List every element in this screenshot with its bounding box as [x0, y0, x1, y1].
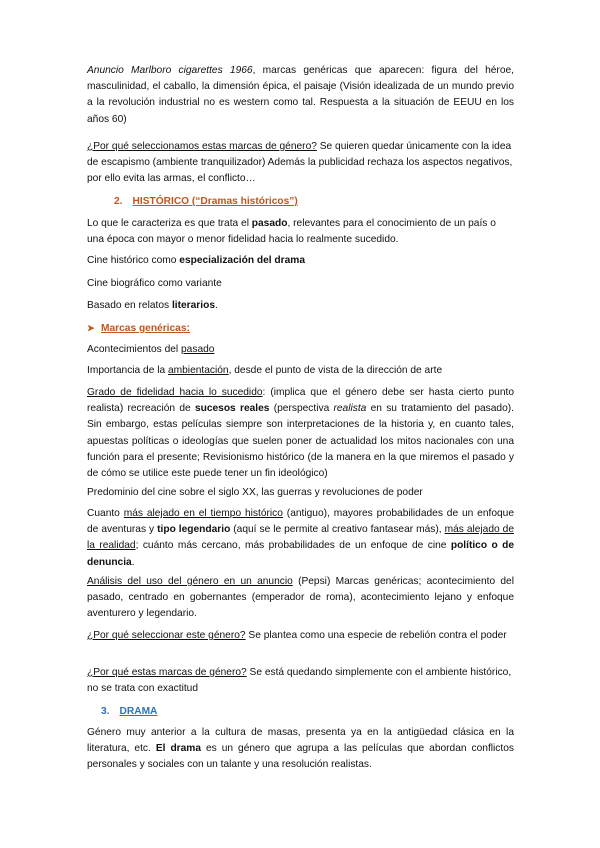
text-run: (Pepsi) Marcas genéricas; acontecimiento del pasado, centrado en gobernantes (emperador de roma), acontecimiento lejano y enfoque aventurero y legendario. — [87, 576, 514, 620]
paragraph-marlboro — [87, 63, 514, 128]
paragraph-caracteriza — [87, 216, 514, 248]
text-run: . — [215, 300, 218, 311]
bold-term: sucesos reales — [194, 403, 270, 415]
paragraph-analisis — [87, 574, 514, 623]
bold-term: especialización del drama — [179, 255, 305, 266]
bold-term: tipo legendario — [157, 524, 231, 536]
question: ¿Por qué seleccionamos estas marcas de género? — [87, 141, 317, 152]
arrow-bullet-icon: ➤ — [87, 323, 95, 333]
text-run: es un género que agrupa a las películas que abordan conflictos personales y sociales con un talante y una resolución realistas. — [87, 743, 514, 771]
underlined-term: Análisis del uso del género en un anuncio — [87, 576, 293, 587]
text-run: (antiguo), mayores probabilidades de un enfoque de aventuras y — [87, 508, 514, 536]
paragraph-text: , marcas genéricas que aparecen: figura del héroe, masculinidad, el caballo, la dimensión épica, el paisaje (Visión idealizada de un mundo previo a la revolución industrial no es western como tal. Respuesta a la situación de EEUU en los años 60) — [87, 65, 514, 125]
text-run: Lo que le caracteriza es que trata el — [87, 218, 252, 229]
text-run: Predominio del cine sobre el siglo XX, las guerras y revoluciones de poder — [87, 487, 423, 498]
section-title: DRAMA — [119, 706, 158, 717]
bold-term: político o de denuncia — [87, 540, 514, 568]
text-run: : (implica que el género debe ser hasta cierto punto realista) recreación de — [87, 387, 514, 415]
underlined-term: Grado de fidelidad hacia lo sucedido — [87, 387, 263, 398]
text-run: , desde el punto de vista de la dirección de arte — [228, 365, 443, 376]
bold-term: pasado — [251, 218, 288, 229]
section-number: 2. — [114, 196, 123, 207]
paragraph-predominio — [87, 485, 514, 501]
text-run: (perspectiva — [269, 403, 334, 415]
paragraph-ambientacion — [87, 363, 514, 379]
text-run: (aquí se le permite al creativo fantasear más), — [230, 524, 445, 536]
subheading-title: Marcas genéricas: — [101, 323, 190, 334]
question: ¿Por qué estas marcas de género? — [87, 667, 247, 678]
underlined-term: pasado — [181, 344, 215, 355]
paragraph-why-marks — [87, 139, 514, 188]
text-run: Se está quedando simplemente con el ambiente histórico, no se trata con exactitud — [87, 667, 512, 695]
text-run: . — [131, 556, 135, 568]
section-heading-historico — [114, 194, 298, 210]
underlined-term: más alejado en el tiempo histórico — [123, 508, 283, 519]
text-run: en su tratamiento del pasado). Sin embargo, estas películas siempre son interpretaciones de la historia y, en cuanto tales, apuestas políticas o ideologías que suelen poner de actualidad los mitos nacionales con una función para el presente; Revisionismo histórico (de la manera en la que miremos el pasado y de cómo se utilice este puede tener un fin ideológico) — [87, 403, 514, 480]
question: ¿Por qué seleccionar este género? — [87, 630, 246, 641]
section-title: HISTÓRICO (“Dramas históricos”) — [132, 196, 298, 207]
section-heading-drama — [101, 704, 157, 720]
text-run: Género muy anterior a la cultura de masas, presenta ya en la antigüedad clásica en la literatura, etc. — [87, 727, 514, 755]
section-number: 3. — [101, 706, 110, 717]
paragraph-especializacion — [87, 253, 514, 269]
text-run: Cuanto — [87, 508, 124, 519]
text-run: ; cuánto más cercano, más probabilidades de un enfoque de cine — [135, 540, 451, 552]
underlined-term: más alejado de la realidad — [87, 524, 514, 552]
italic-term: realista — [333, 403, 367, 415]
text-run: , relevantes para el conocimiento de un país o una época con mayor o menor fidelidad hacia lo realmente sucedido. — [87, 218, 496, 246]
paragraph-acontecimientos — [87, 342, 514, 358]
text-run: Se plantea como una especie de rebelión contra el poder — [245, 630, 507, 641]
bold-term: literarios — [171, 300, 215, 311]
text-run: Basado en relatos — [87, 300, 172, 311]
ad-title: Anuncio Marlboro cigarettes 1966 — [87, 65, 253, 76]
text-run: Acontecimientos del — [87, 344, 182, 355]
text-run: Importancia de la — [87, 365, 168, 376]
bold-term: El drama — [155, 743, 202, 755]
text-run: Cine histórico como — [87, 255, 180, 266]
paragraph-alejado — [87, 506, 514, 571]
paragraph-fidelidad — [87, 385, 514, 482]
paragraph-biografico — [87, 276, 514, 292]
underlined-term: ambientación — [167, 365, 229, 376]
paragraph-por-que-genero — [87, 628, 514, 644]
text-run: Cine biográfico como variante — [87, 278, 222, 289]
subheading-marcas — [87, 320, 190, 337]
paragraph-drama — [87, 725, 514, 774]
paragraph-literarios — [87, 298, 514, 314]
paragraph-por-que-marcas — [87, 665, 514, 697]
paragraph-text: Se quieren quedar únicamente con la idea de escapismo (ambiente tranquilizador) Además la publicidad rechaza los aspectos negativos, por ello evita las armas, el conflicto… — [87, 141, 513, 185]
